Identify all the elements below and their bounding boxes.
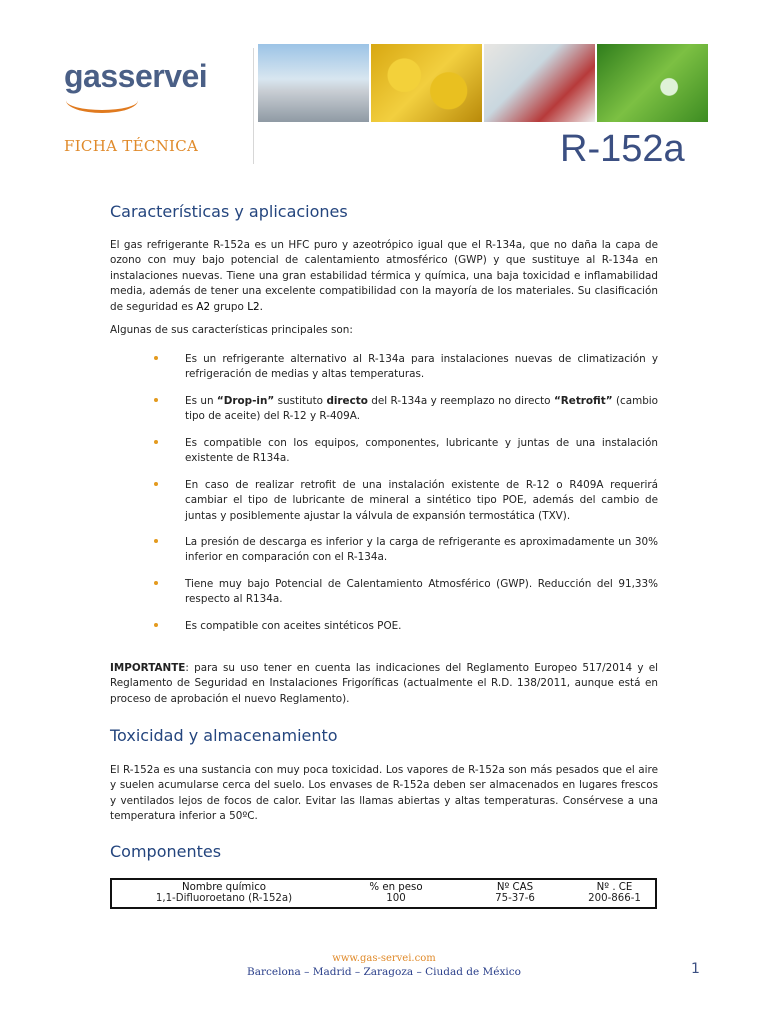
important-label: IMPORTANTE (110, 662, 186, 674)
section-heading-caracteristicas: Características y aplicaciones (110, 202, 348, 221)
banner-photo-cylinders (371, 44, 482, 122)
header-photo-banner (258, 44, 708, 122)
list-lead: Algunas de sus características principales son: (110, 324, 353, 336)
bullet-icon (154, 623, 158, 627)
list-item-text: Tiene muy bajo Potencial de Calentamiento Atmosférico (GWP). Reducción del 91,33% respecto al R134a. (185, 578, 658, 606)
section-heading-componentes: Componentes (110, 842, 222, 861)
bullet-icon (154, 581, 158, 585)
table-header: Nombre químico (181, 882, 267, 893)
list-item-text: Es compatible con los equipos, componentes, lubricante y juntas de una instalación existente de R134a. (185, 437, 658, 465)
table-cell: 1,1-Difluoroetano (R-152a) (155, 893, 293, 904)
retrofit-term: “Retrofit” (553, 395, 613, 407)
intro-paragraph (110, 238, 658, 315)
text-fragment: sustituto (277, 395, 324, 407)
table-header: Nº CAS (496, 882, 534, 893)
company-logo (64, 58, 234, 106)
text-fragment: del R-134a y reemplazo no directo (371, 395, 551, 407)
bullet-icon (154, 356, 158, 360)
bullet-icon (154, 482, 158, 486)
table-cell: 75-37-6 (495, 893, 535, 904)
banner-photo-tanks (258, 44, 369, 122)
text-fragment: (cambio tipo de aceite) del R-12 y R-409A. (185, 395, 659, 423)
list-item-text (185, 394, 658, 425)
text-fragment: Es un (185, 395, 214, 407)
header-divider (253, 48, 254, 164)
footer-website-link[interactable]: www.gas-servei.com (332, 953, 436, 964)
table-cell: 200-866-1 (588, 893, 641, 904)
product-title: R-152a (560, 128, 685, 170)
intro-text: El gas refrigerante R-152a es un HFC puro y azeotrópico igual que el R-134a, que no daña la capa de ozono con muy bajo potencial de calentamiento atmosférico (GWP) y que sustituye al R-134a en instalaciones nuevas. Tiene una gran estabilidad térmica y química, una baja toxicidad e inflamabilidad media, además de tener una excelente compatibilidad con la mayoría de los materiales. Su clasificación de seguridad es (110, 239, 658, 313)
important-note (110, 661, 658, 707)
list-item-text: En caso de realizar retrofit de una instalación existente de R-12 o R409A requerirá cambiar el tipo de lubricante de mineral a sintético tipo POE, además del cambio de juntas y posiblemente ajustar la válvula de expansión termostática (TXV). (185, 479, 658, 522)
table-cell: 100 (386, 893, 406, 904)
list-item-text: La presión de descarga es inferior y la carga de refrigerante es aproximadamente un 30% inferior en comparación con el R-134a. (185, 536, 658, 564)
table-row (111, 893, 656, 908)
bullet-icon (154, 539, 158, 543)
safety-group: L2. (247, 300, 263, 313)
toxicity-paragraph: El R-152a es una sustancia con muy poca toxicidad. Los vapores de R-152a son más pesados que el aire y suelen acumularse cerca del suelo. Los envases de R-152a deben ser almacenados en lugares frescos y ventilados lejos de focos de calor. Evitar las llamas abiertas y altas temperaturas. Consérvese a una temperatura inferior a 50ºC. (110, 764, 658, 823)
drop-in-term: “Drop-in” (216, 395, 275, 407)
banner-photo-leaf (597, 44, 708, 122)
banner-photo-lab (484, 44, 595, 122)
document-type: FICHA TÉCNICA (64, 137, 199, 155)
bullet-icon (154, 398, 158, 402)
list-item-text: Es compatible con aceites sintéticos POE. (185, 620, 402, 632)
page-number: 1 (691, 961, 700, 977)
footer-cities: Barcelona – Madrid – Zaragoza – Ciudad de México (247, 966, 521, 978)
safety-group-label: grupo (213, 300, 244, 313)
list-item-text: Es un refrigerante alternativo al R-134a para instalaciones nuevas de climatización y refrigeración de medias y altas temperaturas. (185, 353, 658, 381)
safety-class: A2 (196, 300, 211, 313)
table-header: % en peso (369, 882, 423, 893)
bullet-icon (154, 440, 158, 444)
important-text: : para su uso tener en cuenta las indicaciones del Reglamento Europeo 517/2014 y el Reglamento de Seguridad en Instalaciones Frigoríficas (actualmente el R.D. 138/2011, aunque está en proceso de aprobación el nuevo Reglamento). (110, 662, 658, 705)
components-table (110, 878, 657, 909)
directo-term: directo (326, 395, 368, 407)
logo-text: gasservei (64, 58, 208, 94)
table-header-row (111, 879, 656, 893)
logo-swoosh (66, 88, 138, 113)
section-heading-toxicidad: Toxicidad y almacenamiento (110, 726, 338, 745)
table-header: Nº . CE (596, 882, 633, 893)
